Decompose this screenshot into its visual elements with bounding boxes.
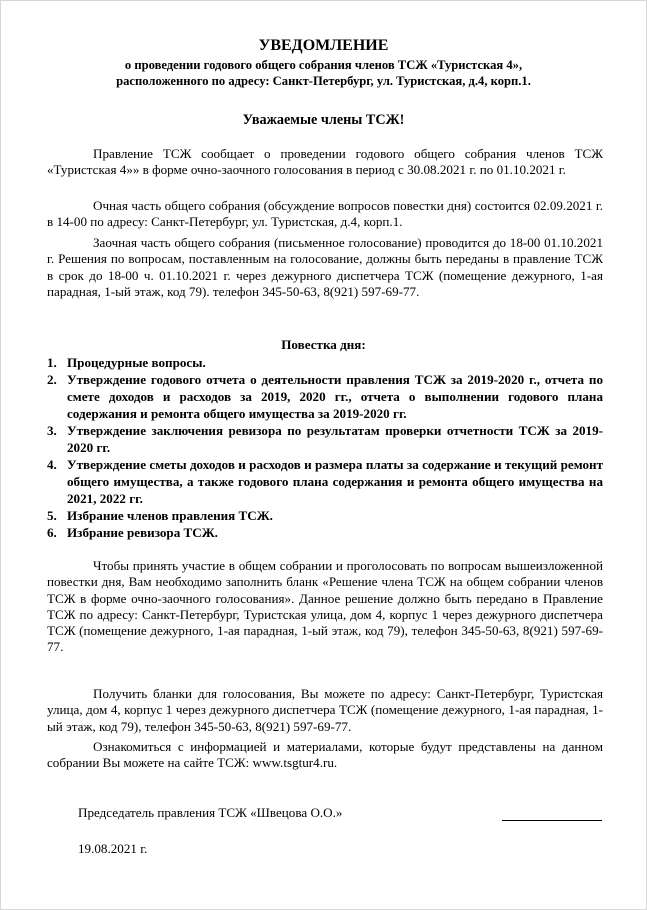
document-title: УВЕДОМЛЕНИЕ [258,37,389,54]
document-subtitle [1,57,646,89]
agenda-item [47,524,603,541]
agenda-item [47,371,603,422]
agenda-item-number: 4. [47,457,57,472]
agenda-item-number: 1. [47,355,57,370]
agenda-title: Повестка дня: [281,337,366,352]
agenda-list [47,354,603,541]
paragraph-in-person-part: Очная часть общего собрания (обсуждение вопросов повестки дня) состоится 02.09.2021 г. в 14-00 по адресу: Санкт-Петербург, ул. Туристская, д.4, корп.1. [47,198,603,230]
greeting: Уважаемые члены ТСЖ! [242,112,405,128]
agenda-item-number: 6. [47,525,57,540]
agenda-item-number: 3. [47,423,57,438]
paragraph-announcement: Правление ТСЖ сообщает о проведении годового общего собрания членов ТСЖ «Туристская 4»» в форме очно-заочного голосования в период с 30.08.2021 г. по 01.10.2021 г. [47,146,603,178]
subtitle-line-1: о проведении годового общего собрания членов ТСЖ «Туристская 4», [124,58,523,72]
agenda-item-text: Утверждение годового отчета о деятельности правления ТСЖ за 2019-2020 г., отчета по смете доходов и расходов за 2019, 2020 гг., отчета о выполнении годового плана содержания и ремонта общего имущества за 2019-2020 гг. [67,372,603,421]
agenda-item-text: Процедурные вопросы. [67,355,206,370]
agenda-item-text: Утверждение заключения ревизора по результатам проверки отчетности ТСЖ за 2019-2020 гг. [67,423,603,455]
agenda-item [47,422,603,456]
agenda-item-text: Утверждение сметы доходов и расходов и размера платы за содержание и текущий ремонт общего имущества, а также годового плана содержания и ремонта общего имущества на 2021, 2022 гг. [67,457,603,506]
agenda-item [47,507,603,524]
paragraph-voting-instructions: Чтобы принять участие в общем собрании и проголосовать по вопросам вышеизложенной повестки дня, Вам необходимо заполнить бланк «Решение члена ТСЖ на общем собрании членов ТСЖ в форме очно-заочного голосования». Данное решение должно быть передано в Правление ТСЖ по адресу: Санкт-Петербург, Туристская улица, дом 4, корпус 1 через дежурного диспетчера ТСЖ (помещение дежурного, 1-ая парадная, 1-ый этаж, код 79), телефон 345-50-63, 8(921) 597-69-77. [47,558,603,655]
signature-line [502,820,602,821]
agenda-item-number: 5. [47,508,57,523]
paragraph-website-info: Ознакомиться с информацией и материалами, которые будут представлены на данном собрании Вы можете на сайте ТСЖ: www.tsgtur4.ru. [47,739,603,771]
agenda-item-text: Избрание ревизора ТСЖ. [67,525,218,540]
chairman-signature-label: Председатель правления ТСЖ «Швецова О.О.» [78,805,343,820]
agenda-item-text: Избрание членов правления ТСЖ. [67,508,273,523]
agenda-item-number: 2. [47,372,57,387]
paragraph-ballot-pickup: Получить бланки для голосования, Вы можете по адресу: Санкт-Петербург, Туристская улица, дом 4, корпус 1 через дежурного диспетчера ТСЖ (помещение дежурного, 1-ая парадная, 1-ый этаж, код 79), телефон 345-50-63, 8(921) 597-69-77. [47,686,603,734]
subtitle-line-2: расположенного по адресу: Санкт-Петербург, ул. Туристская, д.4, корп.1. [116,74,531,88]
document-date: 19.08.2021 г. [78,841,148,856]
paragraph-absentee-part: Заочная часть общего собрания (письменное голосование) проводится до 18-00 01.10.2021 г. Решения по вопросам, поставленным на голосование, должны быть переданы в правление ТСЖ в срок до 18-00 ч. 01.10.2021 г. через дежурного диспетчера ТСЖ (помещение дежурного, 1-ая парадная, 1-ый этаж, код 79). телефон 345-50-63, 8(921) 597-69-77. [47,235,603,299]
agenda-item [47,456,603,507]
agenda-item [47,354,603,371]
